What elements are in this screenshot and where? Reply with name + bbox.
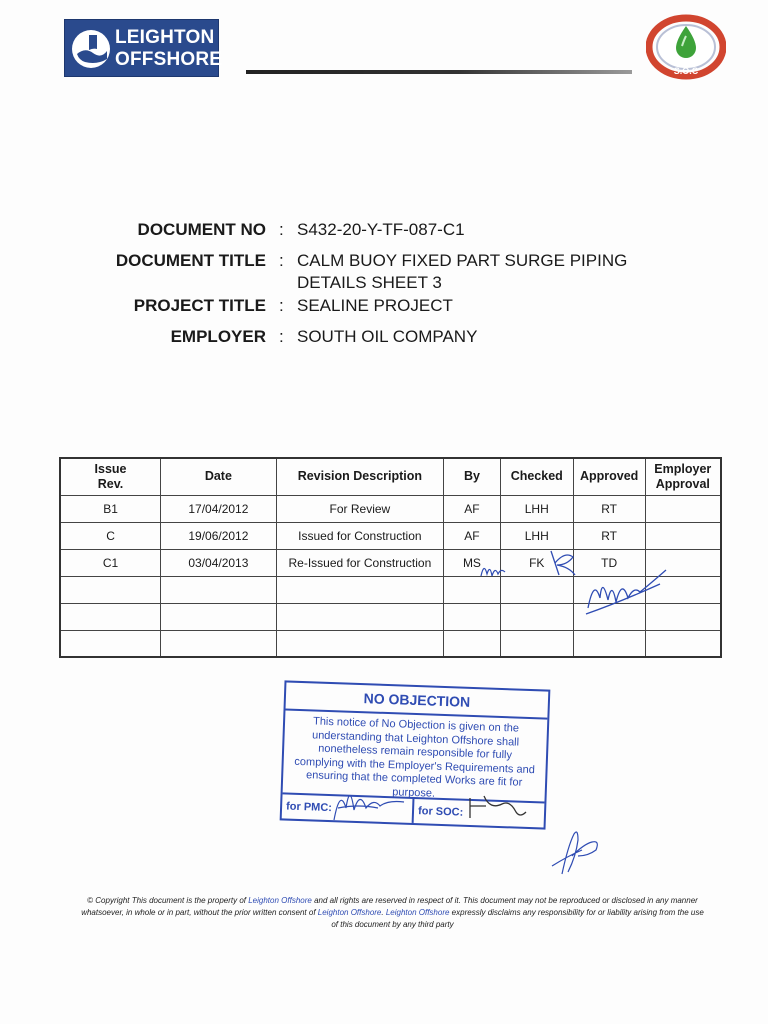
table-row-empty	[60, 630, 721, 657]
stamp-title: NO OBJECTION	[285, 682, 548, 719]
cell-approved: RT	[573, 495, 645, 522]
logo-line-1: LEIGHTON	[115, 27, 215, 48]
logo-line-2: OFFSHORE	[115, 49, 223, 70]
cell-description: Issued for Construction	[276, 522, 443, 549]
footer-company-link: Leighton Offshore	[248, 896, 312, 905]
cell-approved: RT	[573, 522, 645, 549]
cell-employer	[645, 495, 721, 522]
copyright-footer: © Copyright This document is the property of Leighton Offshore and all rights are reserved in respect of it. This document may not be reproduced or disclosed in any manner whatsoever, in whole or in part, without the prior written consent of Leighton Offshore. Leighton Offshore expressly disclaims any responsibility for or liability arising from the use of this document by any third party	[81, 896, 704, 929]
table-row-empty	[60, 576, 721, 603]
separator: :	[279, 296, 284, 315]
cell-description: Re-Issued for Construction	[276, 549, 443, 576]
leighton-wave-icon	[71, 29, 111, 69]
cell-checked: LHH	[500, 522, 573, 549]
separator: :	[279, 327, 284, 346]
header-description: Revision Description	[276, 458, 443, 495]
cell-date: 17/04/2012	[161, 495, 277, 522]
stamp-pmc-label: for PMC:	[282, 794, 415, 823]
header-divider	[246, 70, 632, 74]
cell-rev: C	[60, 522, 161, 549]
cell-rev: C1	[60, 549, 161, 576]
document-title-value: CALM BUOY FIXED PART SURGE PIPING	[297, 251, 628, 270]
cell-description: For Review	[276, 495, 443, 522]
footer-company-link: Leighton Offshore	[317, 908, 382, 917]
soc-logo-text: S.O.C	[673, 66, 699, 76]
table-row	[60, 549, 721, 576]
cell-employer	[645, 522, 721, 549]
cell-by: AF	[444, 495, 501, 522]
document-title-value-line2: DETAILS SHEET 3	[297, 273, 442, 292]
signature-bottom	[548, 826, 604, 880]
cell-by: AF	[444, 522, 501, 549]
leighton-offshore-logo	[64, 19, 223, 77]
revision-table	[59, 457, 722, 658]
stamp-soc-label: for SOC:	[417, 805, 464, 819]
employer-label: EMPLOYER	[170, 327, 266, 346]
cell-checked: FK	[500, 549, 573, 576]
cell-date: 19/06/2012	[161, 522, 277, 549]
cell-approved: TD	[573, 549, 645, 576]
cell-rev: B1	[60, 495, 161, 522]
document-no-value: S432-20-Y-TF-087-C1	[297, 220, 465, 239]
document-title-label: DOCUMENT TITLE	[115, 251, 266, 270]
cell-date: 03/04/2013	[161, 549, 277, 576]
header-issue-rev: Issue Rev.	[60, 458, 161, 495]
header-date: Date	[161, 458, 277, 495]
table-row	[60, 522, 721, 549]
header-by: By	[444, 458, 501, 495]
table-row-empty	[60, 603, 721, 630]
soc-logo	[646, 12, 726, 82]
document-no-label: DOCUMENT NO	[137, 220, 266, 239]
cell-employer	[645, 549, 721, 576]
header-approved: Approved	[573, 458, 645, 495]
project-title-label: PROJECT TITLE	[133, 296, 266, 315]
cell-by: MS	[444, 549, 501, 576]
separator: :	[279, 251, 284, 270]
cell-checked: LHH	[500, 495, 573, 522]
stamp-body: This notice of No Objection is given on the understanding that Leighton Offshore shall nonetheless remain responsible for fully complying with the Employer's Requirements and ensuring that the completed Works are fit for purpose.	[294, 715, 536, 800]
separator: :	[279, 220, 284, 239]
employer-value: SOUTH OIL COMPANY	[297, 327, 478, 346]
table-row	[60, 495, 721, 522]
header-checked: Checked	[500, 458, 573, 495]
no-objection-stamp	[280, 680, 551, 829]
project-title-value: SEALINE PROJECT	[297, 296, 453, 315]
footer-company-link: Leighton Offshore	[385, 908, 450, 917]
header-employer-approval: Employer Approval	[645, 458, 721, 495]
table-header-row	[60, 458, 721, 495]
